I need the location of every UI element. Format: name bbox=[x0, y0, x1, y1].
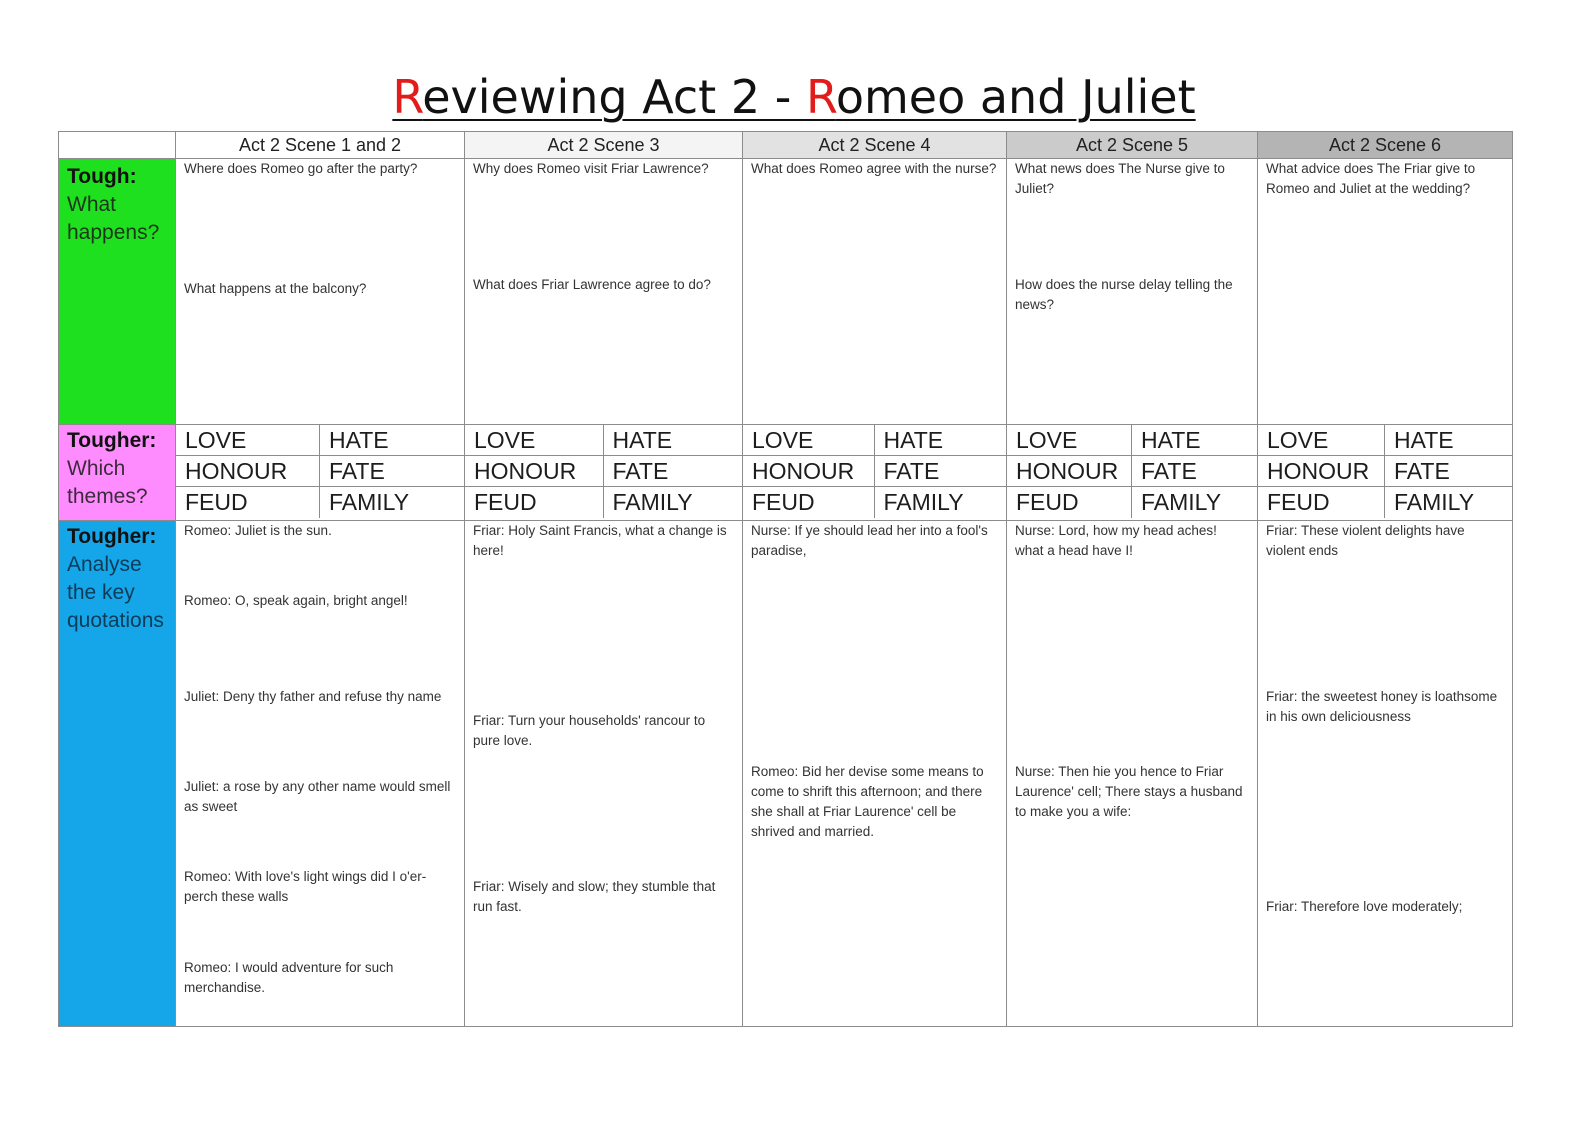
quotation: Romeo: I would adventure for such merchandise. bbox=[184, 960, 394, 995]
tough-cell-scene-5[interactable] bbox=[1007, 159, 1258, 425]
quotation: Nurse: Then hie you hence to Friar Laurence' cell; There stays a husband to make you a wife: bbox=[1015, 764, 1243, 819]
quotes-scene-6[interactable] bbox=[1258, 521, 1513, 1027]
theme-fate[interactable]: FATE bbox=[604, 456, 743, 487]
tough-cell-scene-4[interactable] bbox=[743, 159, 1007, 425]
quotation: Friar: These violent delights have violent ends bbox=[1266, 523, 1465, 558]
quotation: Juliet: a rose by any other name would smell as sweet bbox=[184, 779, 451, 814]
theme-hate[interactable]: HATE bbox=[604, 425, 743, 456]
quotation: Friar: Wisely and slow; they stumble that run fast. bbox=[473, 879, 716, 914]
theme-honour[interactable]: HONOUR bbox=[743, 456, 875, 487]
theme-feud[interactable]: FEUD bbox=[743, 487, 875, 518]
theme-fate[interactable]: FATE bbox=[320, 456, 464, 487]
quotation: Friar: Holy Saint Francis, what a change is here! bbox=[473, 523, 727, 558]
quotes-scene-1-2[interactable] bbox=[176, 521, 465, 1027]
themes-scene-3 bbox=[465, 425, 743, 521]
theme-family[interactable]: FAMILY bbox=[329, 489, 410, 515]
theme-love[interactable]: LOVE bbox=[176, 425, 320, 456]
theme-honour[interactable]: HONOUR bbox=[176, 456, 320, 487]
quotation: Romeo: O, speak again, bright angel! bbox=[184, 593, 408, 608]
theme-family[interactable]: FAMILY bbox=[883, 489, 964, 515]
question: Why does Romeo visit Friar Lawrence? bbox=[473, 161, 709, 176]
quotation: Friar: Therefore love moderately; bbox=[1266, 899, 1463, 914]
title-initial-r: R bbox=[392, 70, 423, 124]
quotation: Nurse: If ye should lead her into a fool's paradise, bbox=[751, 523, 988, 558]
theme-fate[interactable]: FATE bbox=[1132, 456, 1257, 487]
theme-honour[interactable]: HONOUR bbox=[465, 456, 604, 487]
theme-love[interactable]: LOVE bbox=[465, 425, 604, 456]
question: What does Friar Lawrence agree to do? bbox=[473, 277, 711, 292]
theme-hate[interactable]: HATE bbox=[875, 425, 1007, 456]
quotes-row bbox=[59, 521, 1513, 1027]
themes-row bbox=[59, 425, 1513, 521]
header-scene-6: Act 2 Scene 6 bbox=[1258, 132, 1513, 159]
theme-honour[interactable]: HONOUR bbox=[1258, 456, 1385, 487]
quotation: Nurse: Lord, how my head aches! what a head have I! bbox=[1015, 523, 1217, 558]
quotation: Friar: the sweetest honey is loathsome in his own deliciousness bbox=[1266, 689, 1498, 724]
themes-scene-6 bbox=[1258, 425, 1513, 521]
tough-cell-scene-1-2[interactable] bbox=[176, 159, 465, 425]
tough-row bbox=[59, 159, 1513, 425]
theme-family[interactable]: FAMILY bbox=[1394, 489, 1475, 515]
theme-honour[interactable]: HONOUR bbox=[1007, 456, 1132, 487]
header-row bbox=[59, 132, 1513, 159]
themes-scene-4 bbox=[743, 425, 1007, 521]
themes-label: Tougher: Which themes? bbox=[59, 425, 176, 521]
header-scene-4: Act 2 Scene 4 bbox=[743, 132, 1007, 159]
quotes-scene-4[interactable] bbox=[743, 521, 1007, 1027]
themes-scene-5 bbox=[1007, 425, 1258, 521]
question: How does the nurse delay telling the news? bbox=[1015, 277, 1233, 312]
question: What does Romeo agree with the nurse? bbox=[751, 161, 997, 176]
quotes-scene-3[interactable] bbox=[465, 521, 743, 1027]
question: What advice does The Friar give to Romeo and Juliet at the wedding? bbox=[1266, 161, 1476, 196]
quotation: Juliet: Deny thy father and refuse thy name bbox=[184, 689, 442, 704]
theme-love[interactable]: LOVE bbox=[743, 425, 875, 456]
theme-feud[interactable]: FEUD bbox=[176, 487, 320, 518]
page-title bbox=[0, 70, 1588, 124]
header-scene-3: Act 2 Scene 3 bbox=[465, 132, 743, 159]
theme-family[interactable]: FAMILY bbox=[612, 489, 693, 515]
quotation: Romeo: With love's light wings did I o'er-perch these walls bbox=[184, 869, 427, 904]
title-part-1: eviewing Act 2 - bbox=[422, 70, 806, 124]
quotes-label: Tougher: Analyse the key quotations bbox=[59, 521, 176, 1027]
quotation: Romeo: Bid her devise some means to come to shrift this afternoon; and there she shall at Friar Laurence' cell be shrived and married. bbox=[751, 764, 984, 839]
quotes-scene-5[interactable] bbox=[1007, 521, 1258, 1027]
title-initial-r-2: R bbox=[805, 70, 836, 124]
theme-family[interactable]: FAMILY bbox=[1141, 489, 1222, 515]
theme-hate[interactable]: HATE bbox=[1132, 425, 1257, 456]
theme-feud[interactable]: FEUD bbox=[1007, 487, 1132, 518]
question: What happens at the balcony? bbox=[184, 281, 367, 296]
theme-fate[interactable]: FATE bbox=[1385, 456, 1512, 487]
question: Where does Romeo go after the party? bbox=[184, 161, 418, 176]
tough-cell-scene-6[interactable] bbox=[1258, 159, 1513, 425]
question: What news does The Nurse give to Juliet? bbox=[1015, 161, 1225, 196]
themes-scene-1-2 bbox=[176, 425, 465, 521]
theme-love[interactable]: LOVE bbox=[1007, 425, 1132, 456]
theme-hate[interactable]: HATE bbox=[320, 425, 464, 456]
theme-fate[interactable]: FATE bbox=[875, 456, 1007, 487]
title-part-2: omeo and Juliet bbox=[835, 70, 1196, 124]
tough-label: Tough: What happens? bbox=[59, 159, 176, 425]
theme-hate[interactable]: HATE bbox=[1385, 425, 1512, 456]
review-table bbox=[58, 131, 1513, 1027]
corner-cell bbox=[59, 132, 176, 159]
theme-feud[interactable]: FEUD bbox=[465, 487, 604, 518]
quotation: Friar: Turn your households' rancour to pure love. bbox=[473, 713, 706, 748]
theme-feud[interactable]: FEUD bbox=[1258, 487, 1385, 518]
header-scene-1-2: Act 2 Scene 1 and 2 bbox=[176, 132, 465, 159]
tough-cell-scene-3[interactable] bbox=[465, 159, 743, 425]
header-scene-5: Act 2 Scene 5 bbox=[1007, 132, 1258, 159]
theme-love[interactable]: LOVE bbox=[1258, 425, 1385, 456]
quotation: Romeo: Juliet is the sun. bbox=[184, 523, 332, 538]
